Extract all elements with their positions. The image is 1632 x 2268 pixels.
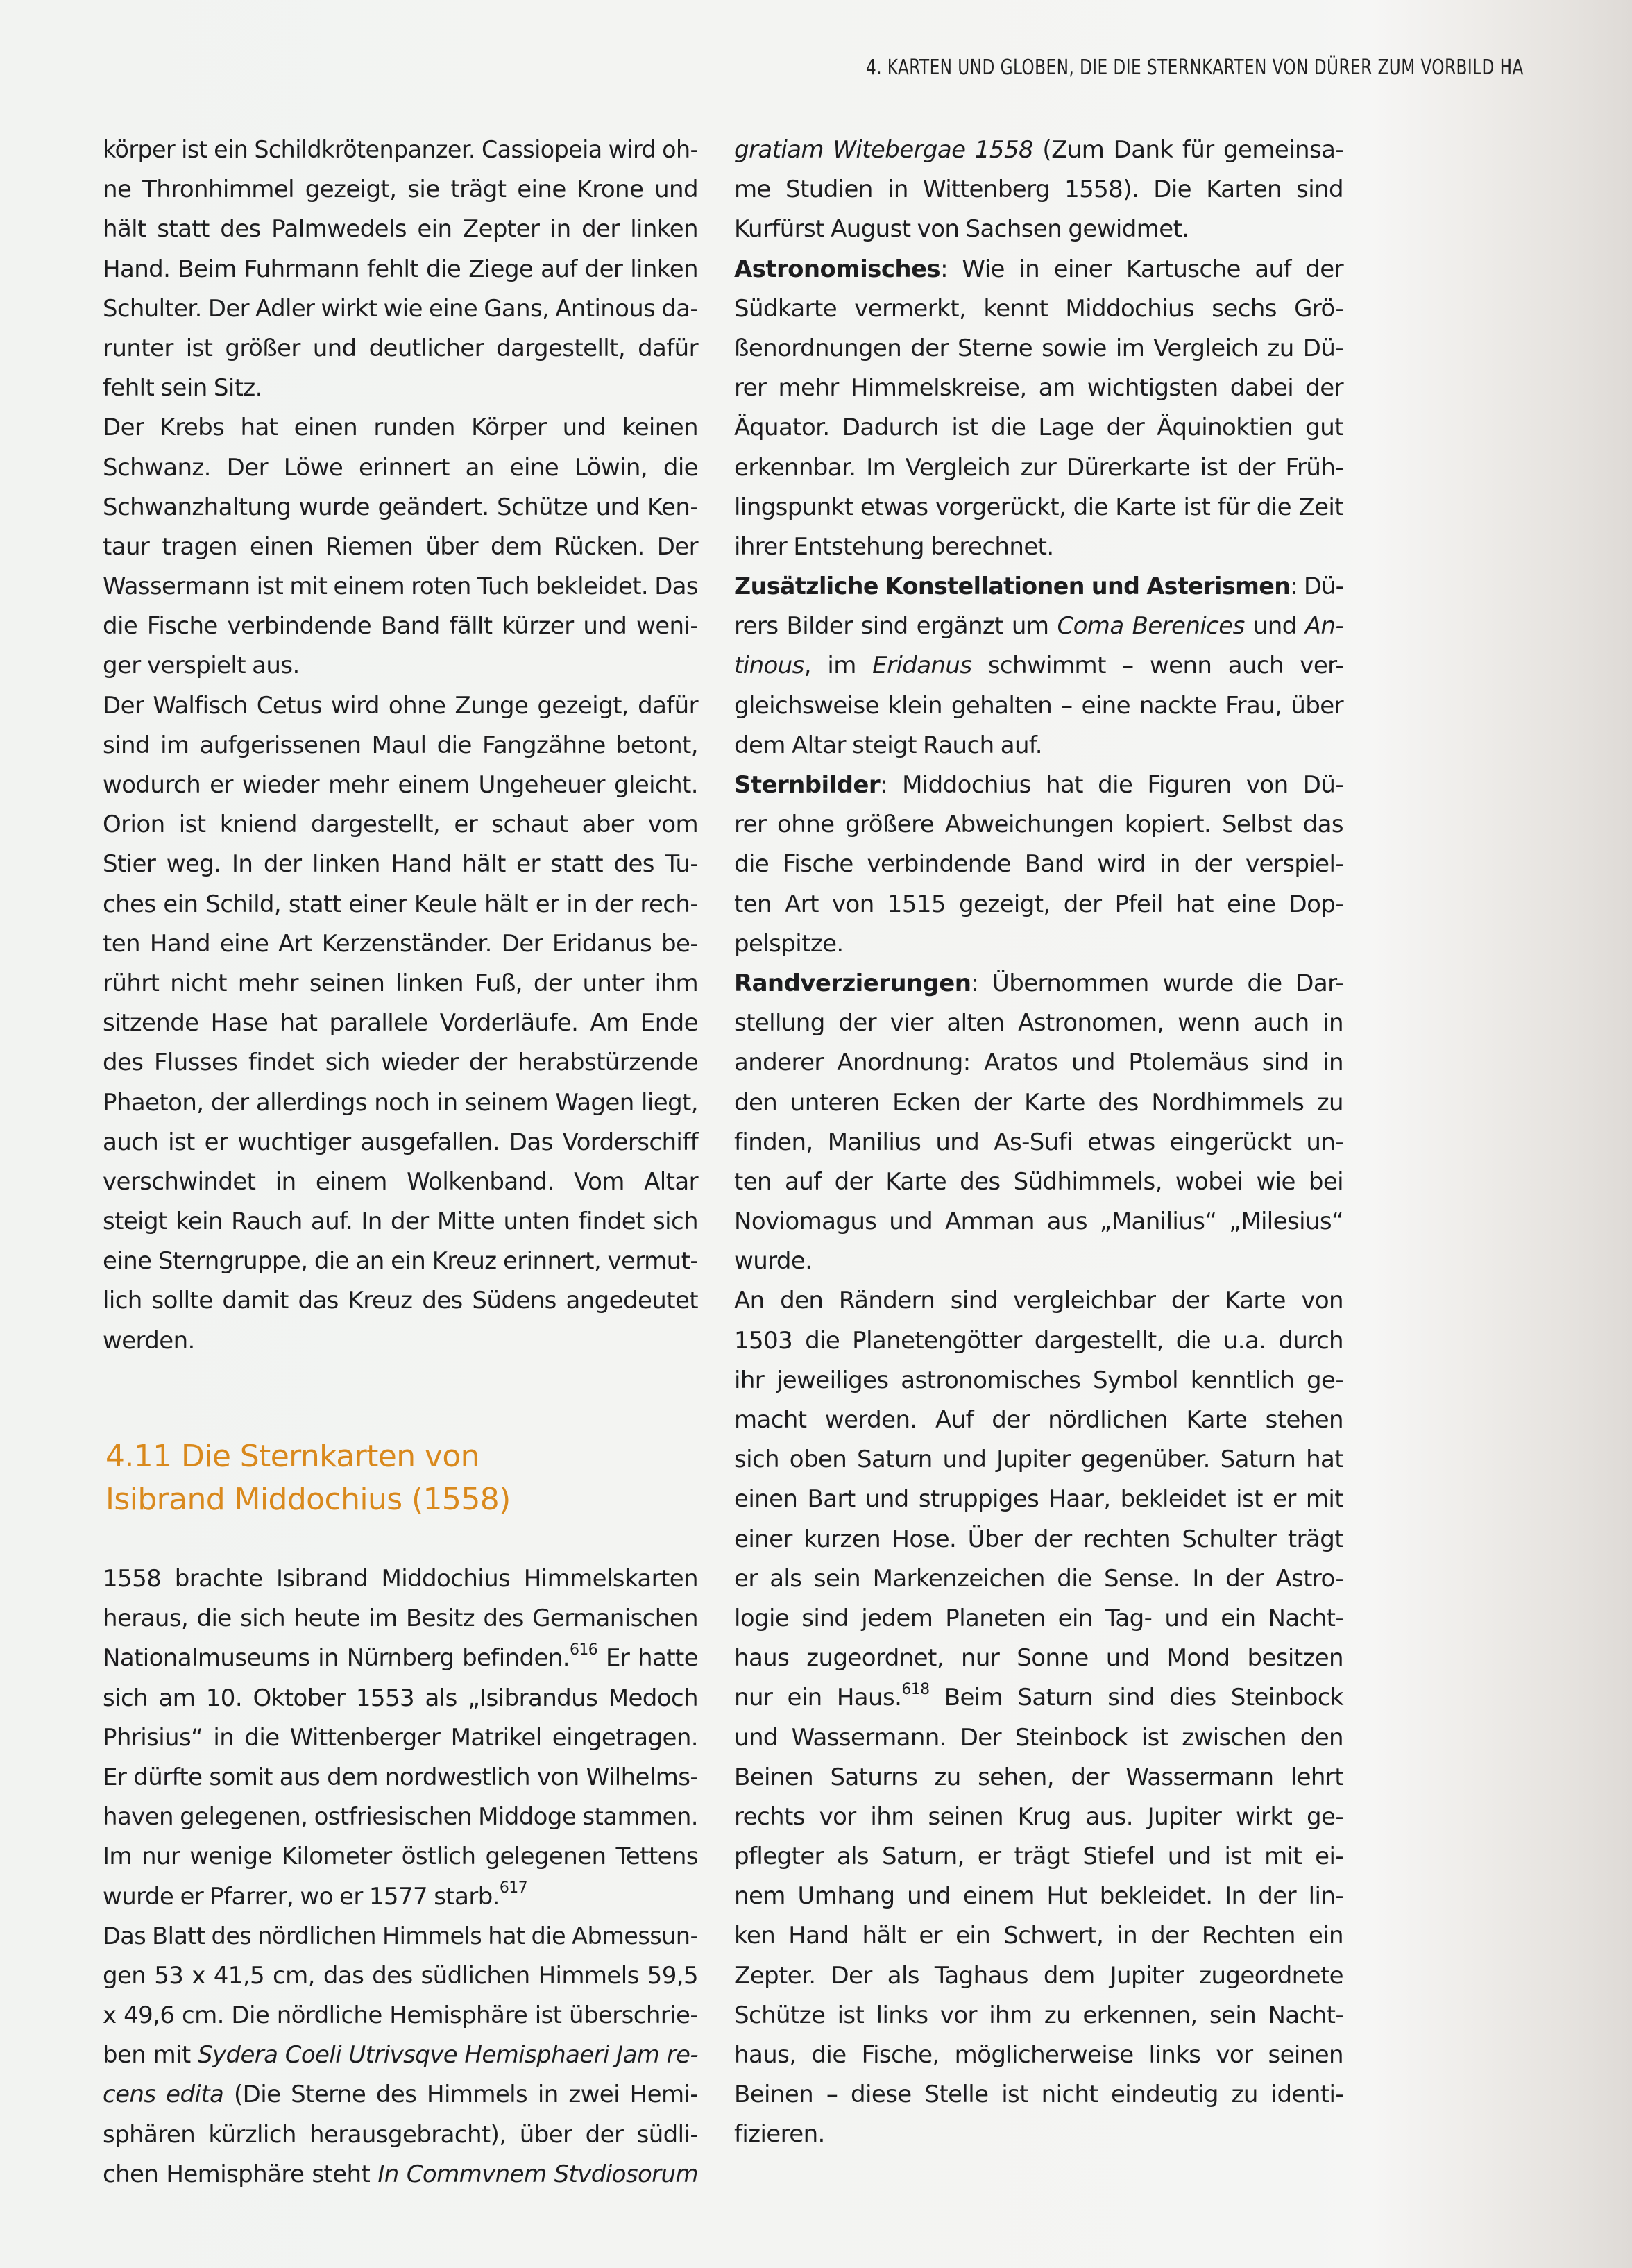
text-line: macht werden. Auf der nördlichen Karte stehen xyxy=(734,1406,1343,1434)
text-line: eine Sterngruppe, die an ein Kreuz erinnert, vermut- xyxy=(103,1247,698,1276)
text-line: Im nur wenige Kilometer östlich gelegenen Tettens xyxy=(103,1843,698,1871)
italic-title: cens edita xyxy=(103,2081,224,2109)
text-line: ihr jeweiliges astronomisches Symbol kenntlich ge- xyxy=(734,1366,1343,1394)
text-fragment: : Übernommen wurde die Dar- xyxy=(971,969,1343,997)
text-line: Er dürfte somit aus dem nordwestlich von Wilhelms- xyxy=(103,1763,698,1791)
text-fragment: : Dü- xyxy=(1290,573,1344,601)
text-line: Kurfürst August von Sachsen gewidmet. xyxy=(734,215,1189,244)
paragraph xyxy=(734,1281,1343,2154)
text-line: me Studien in Wittenberg 1558). Die Karten sind xyxy=(734,176,1343,204)
text-line xyxy=(103,2075,698,2115)
text-line: sphären kürzlich herausgebracht), über der südli- xyxy=(103,2120,698,2149)
text-line: gleichsweise klein gehalten – eine nackte Frau, über xyxy=(734,691,1343,720)
italic-term: Eridanus xyxy=(872,652,972,680)
text-line: Wassermann ist mit einem roten Tuch bekleidet. Das xyxy=(103,573,698,601)
text-fragment: Nationalmuseums in Nürnberg befinden. xyxy=(103,1644,570,1673)
text-line: die Fische verbindende Band fällt kürzer und weni- xyxy=(103,612,698,641)
paragraph xyxy=(734,765,1343,964)
text-line xyxy=(734,765,1343,805)
text-line: er als sein Markenzeichen die Sense. In der Astro- xyxy=(734,1564,1343,1593)
text-line: lingspunkt etwas vorgerückt, die Karte ist für die Zeit xyxy=(734,493,1343,521)
text-line: Der Walfisch Cetus wird ohne Zunge gezeigt, dafür xyxy=(103,691,698,720)
text-line: nem Umhang und einem Hut bekleidet. In der lin- xyxy=(734,1882,1343,1911)
text-line: heraus, die sich heute im Besitz des Germanischen xyxy=(103,1605,698,1633)
text-fragment: (Die Sterne des Himmels in zwei Hemi- xyxy=(223,2081,698,2109)
text-fragment: und xyxy=(1244,612,1305,641)
paragraph xyxy=(103,1917,698,2194)
section-body xyxy=(103,1559,698,2194)
text-line: Phrisius“ in die Wittenberger Matrikel eingetragen. xyxy=(103,1723,698,1752)
text-fragment: ben mit xyxy=(103,2041,198,2070)
text-line xyxy=(103,1639,698,1678)
text-line: ches ein Schild, statt einer Keule hält er in der rech- xyxy=(103,890,698,918)
text-line: Der Krebs hat einen runden Körper und keinen xyxy=(103,414,698,442)
text-line: hält statt des Palmwedels ein Zepter in der linken xyxy=(103,215,698,244)
paragraph xyxy=(103,130,698,408)
text-line: sind im aufgerissenen Maul die Fangzähne betont, xyxy=(103,731,698,759)
text-line: logie sind jedem Planeten ein Tag- und ein Nacht- xyxy=(734,1604,1343,1632)
text-line: ihrer Entstehung berechnet. xyxy=(734,532,1054,561)
text-line: des Flusses findet sich wieder der herabstürzende xyxy=(103,1049,698,1077)
text-line: Phaeton, der allerdings noch in seinem Wagen liegt, xyxy=(103,1088,698,1117)
text-line: ten Hand eine Art Kerzenständer. Der Eridanus be- xyxy=(103,929,698,958)
text-line: lich sollte damit das Kreuz des Südens angedeutet xyxy=(103,1287,698,1315)
section-heading-line: 4.11 Die Sternkarten von xyxy=(105,1439,479,1474)
text-line: pflegter als Saturn, er trägt Stiefel und ist mit ei- xyxy=(734,1843,1343,1871)
italic-term: tinous xyxy=(734,652,804,680)
text-line xyxy=(734,1678,1343,1718)
text-line xyxy=(103,2155,698,2194)
text-line: ten Art von 1515 gezeigt, der Pfeil hat eine Dop- xyxy=(734,890,1343,918)
text-line xyxy=(734,250,1343,289)
text-line: Schütze ist links vor ihm zu erkennen, sein Nacht- xyxy=(734,2001,1343,2029)
running-header: 4. KARTEN UND GLOBEN, DIE DIE STERNKARTEN VON DÜRER ZUM VORBILD HA xyxy=(866,56,1524,80)
text-line: An den Rändern sind vergleichbar der Karte von xyxy=(734,1287,1343,1315)
paragraph xyxy=(734,250,1343,568)
text-line: und Wassermann. Der Steinbock ist zwischen den xyxy=(734,1723,1343,1752)
text-line: pelspitze. xyxy=(734,929,844,958)
text-line: den unteren Ecken der Karte des Nordhimmels zu xyxy=(734,1088,1343,1117)
text-fragment: rers Bilder sind ergänzt um xyxy=(734,612,1057,641)
text-line: Stier weg. In der linken Hand hält er statt des Tu- xyxy=(103,850,698,879)
text-line: die Fische verbindende Band wird in der verspiel- xyxy=(734,850,1343,879)
text-line: wurde. xyxy=(734,1247,813,1276)
text-line: ken Hand hält er ein Schwert, in der Rechten ein xyxy=(734,1922,1343,1950)
text-line: gen 53 x 41,5 cm, das des südlichen Himmels 59,5 xyxy=(103,1961,698,1990)
footnote-ref[interactable]: 617 xyxy=(499,1879,528,1897)
text-line: körper ist ein Schildkrötenpanzer. Cassiopeia wird oh- xyxy=(103,136,698,164)
text-line: x 49,6 cm. Die nördliche Hemisphäre ist überschrie- xyxy=(103,2002,698,2030)
text-line: rechts vor ihm seinen Krug aus. Jupiter wirkt ge- xyxy=(734,1802,1343,1831)
text-line: anderer Anordnung: Aratos und Ptolemäus sind in xyxy=(734,1049,1343,1077)
italic-title: Sydera Coeli Utrivsqve Hemisphaeri Jam re- xyxy=(197,2041,698,2070)
run-in-label: Sternbilder xyxy=(734,771,880,799)
text-line: Schwanzhaltung wurde geändert. Schütze und Ken- xyxy=(103,493,698,521)
text-line: stellung der vier alten Astronomen, wenn auch in xyxy=(734,1009,1343,1038)
text-line: Noviomagus und Amman aus „Manilius“ „Milesius“ xyxy=(734,1208,1343,1236)
text-line: Das Blatt des nördlichen Himmels hat die Abmessun- xyxy=(103,1922,698,1950)
text-line: haus, die Fische, möglicherweise links vor seinen xyxy=(734,2041,1343,2069)
text-line xyxy=(734,130,1343,170)
text-fragment: , im xyxy=(804,652,873,680)
section-heading-line: Isibrand Middochius (1558) xyxy=(105,1482,511,1517)
text-line: rer ohne größere Abweichungen kopiert. Selbst das xyxy=(734,811,1343,839)
text-line: Hand. Beim Fuhrmann fehlt die Ziege auf der linken xyxy=(103,255,698,283)
text-line: Schulter. Der Adler wirkt wie eine Gans, Antinous da- xyxy=(103,294,699,323)
text-line: 1558 brachte Isibrand Middochius Himmelskarten xyxy=(103,1565,698,1593)
paragraph xyxy=(103,408,698,686)
text-fragment: nur ein Haus. xyxy=(734,1684,902,1712)
text-line xyxy=(734,567,1343,607)
paragraph xyxy=(103,686,698,1361)
text-fragment: chen Hemisphäre steht xyxy=(103,2160,378,2188)
italic-title: In Commvnem Stvdiosorum xyxy=(377,2160,698,2188)
text-line: ger verspielt aus. xyxy=(103,652,300,680)
text-line xyxy=(103,1877,698,1917)
text-line xyxy=(103,2036,698,2075)
text-line: fehlt sein Sitz. xyxy=(103,374,262,403)
text-line: Südkarte vermerkt, kennt Middochius sechs Grö- xyxy=(734,294,1343,323)
text-line xyxy=(734,607,1343,646)
paragraph xyxy=(734,964,1343,1282)
italic-title: gratiam Witebergae 1558 xyxy=(734,136,1034,164)
text-line: steigt kein Rauch auf. In der Mitte unten findet sich xyxy=(103,1208,698,1236)
text-line: rer mehr Himmelskreise, am wichtigsten dabei der xyxy=(734,374,1343,403)
run-in-label: Astronomisches xyxy=(734,255,941,283)
text-line: haus zugeordnet, nur Sonne und Mond besitzen xyxy=(734,1644,1343,1673)
text-fragment: : Middochius hat die Figuren von Dü- xyxy=(879,771,1343,799)
text-line: Beinen Saturns zu sehen, der Wassermann lehrt xyxy=(734,1763,1343,1791)
left-column xyxy=(103,130,698,1361)
italic-term: Coma Berenices xyxy=(1057,612,1245,641)
text-line: runter ist größer und deutlicher dargestellt, dafür xyxy=(103,334,698,362)
text-line: sich am 10. Oktober 1553 als „Isibrandus Medoch xyxy=(103,1684,698,1712)
run-in-label: Zusätzliche Konstellationen und Asterismen xyxy=(734,573,1291,601)
text-fragment: schwimmt – wenn auch ver- xyxy=(971,652,1344,680)
text-line: 1503 die Planetengötter dargestellt, die u.a. durch xyxy=(734,1326,1343,1355)
text-line: Orion ist kniend dargestellt, er schaut aber vom xyxy=(103,811,698,839)
text-fragment: Beim Saturn sind dies Steinbock xyxy=(929,1684,1344,1712)
paragraph xyxy=(734,567,1343,765)
text-line: finden, Manilius und As-Sufi etwas eingerückt un- xyxy=(734,1128,1343,1156)
text-fragment: (Zum Dank für gemeinsa- xyxy=(1033,136,1343,164)
right-column xyxy=(734,130,1343,2155)
text-line xyxy=(734,646,1343,686)
text-line: Zepter. Der als Taghaus dem Jupiter zugeordnete xyxy=(734,1961,1343,1990)
text-line: verschwindet in einem Wolkenband. Vom Altar xyxy=(103,1167,698,1196)
run-in-label: Randverzierungen xyxy=(734,969,971,997)
footnote-ref[interactable]: 618 xyxy=(901,1680,930,1698)
text-fragment: : Wie in einer Kartusche auf der xyxy=(940,255,1343,283)
text-line: ten auf der Karte des Südhimmels, wobei wie bei xyxy=(734,1167,1343,1196)
text-line: einen Bart und struppiges Haar, bekleidet ist er mit xyxy=(734,1485,1343,1514)
text-line: Schwanz. Der Löwe erinnert an eine Löwin, die xyxy=(103,453,698,482)
text-line: einer kurzen Hose. Über der rechten Schulter trägt xyxy=(734,1525,1343,1553)
section-heading xyxy=(105,1435,511,1521)
text-line xyxy=(734,964,1343,1004)
text-line: ßenordnungen der Sterne sowie im Vergleich zu Dü- xyxy=(734,334,1343,362)
text-fragment: Er hatte xyxy=(597,1644,699,1673)
text-line: werden. xyxy=(103,1326,195,1355)
text-line: erkennbar. Im Vergleich zur Dürerkarte ist der Früh- xyxy=(734,453,1343,482)
paragraph xyxy=(103,1559,698,1917)
text-line: ne Thronhimmel gezeigt, sie trägt eine Krone und xyxy=(103,176,698,204)
text-line: taur tragen einen Riemen über dem Rücken. Der xyxy=(103,532,698,561)
footnote-ref[interactable]: 616 xyxy=(570,1641,598,1659)
text-line: sich oben Saturn und Jupiter gegenüber. Saturn hat xyxy=(734,1446,1343,1474)
italic-term: An- xyxy=(1304,612,1343,641)
text-line: auch ist er wuchtiger ausgefallen. Das Vorderschiff xyxy=(103,1128,698,1156)
text-line: Äquator. Dadurch ist die Lage der Äquinoktien gut xyxy=(734,414,1343,442)
paragraph xyxy=(734,130,1343,250)
text-line: rührt nicht mehr seinen linken Fuß, der unter ihm xyxy=(103,969,698,997)
text-line: sitzende Hase hat parallele Vorderläufe. Am Ende xyxy=(103,1009,698,1038)
text-line: dem Altar steigt Rauch auf. xyxy=(734,731,1043,759)
text-line: fizieren. xyxy=(734,2120,825,2149)
text-line: wodurch er wieder mehr einem Ungeheuer gleicht. xyxy=(103,771,698,799)
text-line: Beinen – diese Stelle ist nicht eindeutig zu identi- xyxy=(734,2081,1343,2109)
text-line: haven gelegenen, ostfriesischen Middoge stammen. xyxy=(103,1803,698,1831)
text-fragment: wurde er Pfarrer, wo er 1577 starb. xyxy=(103,1882,500,1911)
